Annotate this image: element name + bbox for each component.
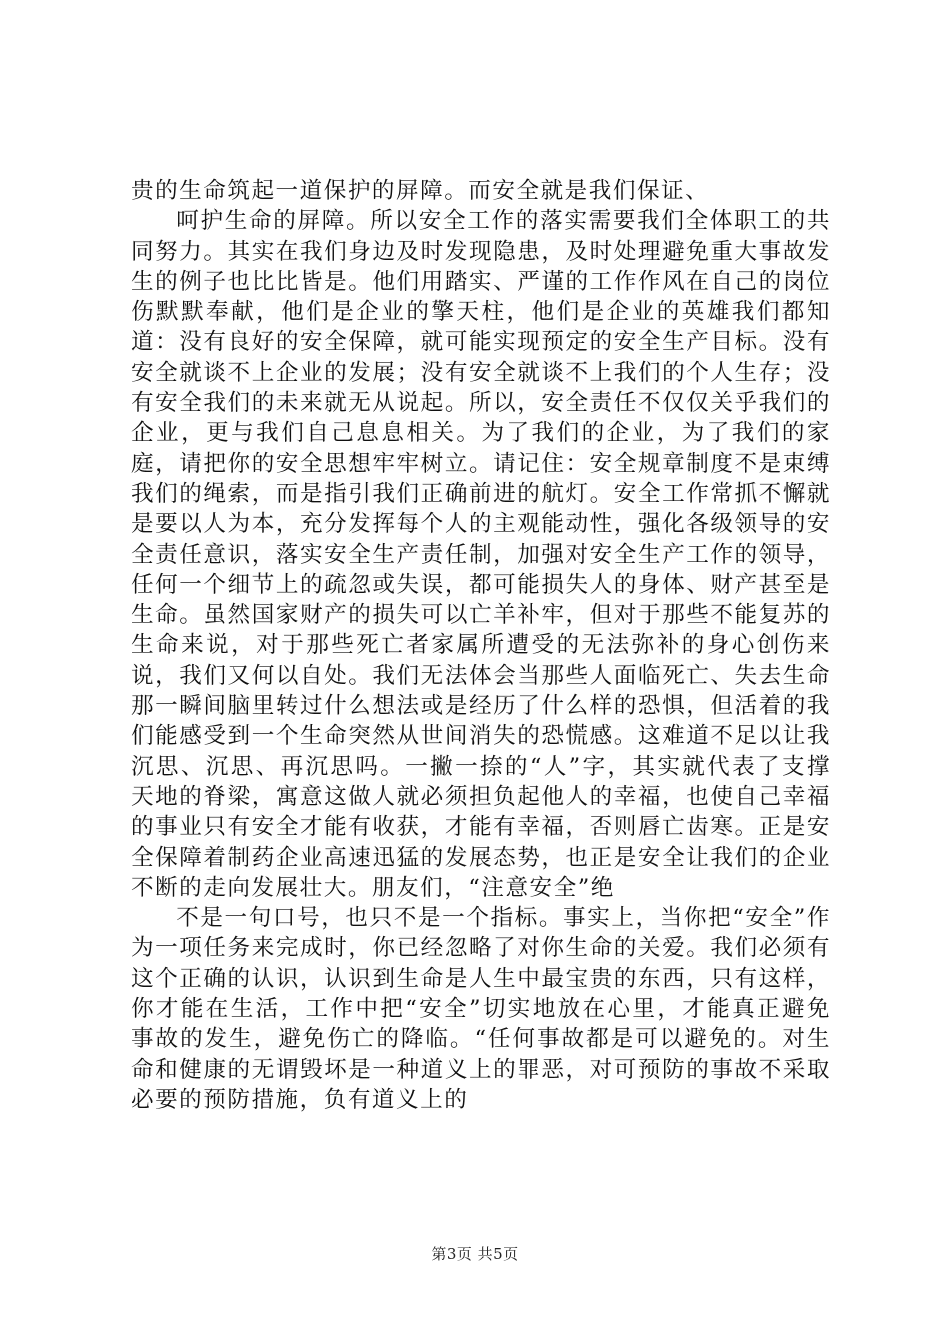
paragraph-1: 贵的生命筑起一道保护的屏障。而安全就是我们保证、 xyxy=(131,178,710,204)
document-body xyxy=(131,176,831,1115)
paragraph-2: 呵护生命的屏障。所以安全工作的落实需要我们全体职工的共同努力。其实在我们身边及时发现隐患，及时处理避免重大事故发生的例子也比比皆是。他们用踏实、严谨的工作作风在自己的岗位伤默默奉献，他们是企业的擎天柱，他们是企业的英雄我们都知道：没有良好的安全保障，就可能实现预定的安全生产目标。没有安全就谈不上企业的发展；没有安全就谈不上我们的个人生存；没有安全我们的未来就无从说起。所以，安全责任不仅仅关乎我们的企业，更与我们自己息息相关。为了我们的企业，为了我们的家庭，请把你的安全思想牢牢树立。请记住：安全规章制度不是束缚我们的绳索，而是指引我们正确前进的航灯。安全工作常抓不懈就是要以人为本，充分发挥每个人的主观能动性，强化各级领导的安全责任意识，落实安全生产责任制，加强对安全生产工作的领导，任何一个细节上的疏忽或失误，都可能损失人的身体、财产甚至是生命。虽然国家财产的损失可以亡羊补牢，但对于那些不能复苏的生命来说，对于那些死亡者家属所遭受的无法弥补的身心创伤来说，我们又何以自处。我们无法体会当那些人面临死亡、失去生命那一瞬间脑里转过什么想法或是经历了什么样的恐惧，但活着的我们能感受到一个生命突然从世间消失的恐慌感。这难道不足以让我沉思、沉思、再沉思吗。一撇一捺的“人”字，其实就代表了支撑天地的脊梁，寓意这做人就必须担负起他人的幸福，也使自己幸福的事业只有安全才能有收获，才能有幸福，否则唇亡齿寒。正是安全保障着制药企业高速迅猛的发展态势，也正是安全让我们的企业不断的走向发展壮大。朋友们，“注意安全”绝 xyxy=(131,208,831,901)
paragraph-3: 不是一句口号，也只不是一个指标。事实上，当你把“安全”作为一项任务来完成时，你已经忽略了对你生命的关爱。我们必须有这个正确的认识，认识到生命是人生中最宝贵的东西，只有这样，你才能在生活，工作中把“安全”切实地放在心里，才能真正避免事故的发生，避免伤亡的降临。“任何事故都是可以避免的。对生命和健康的无谓毁坏是一种道义上的罪恶，对可预防的事故不采取必要的预防措施，负有道义上的 xyxy=(131,905,831,1113)
page-footer: 第3页 共5页 xyxy=(431,1245,519,1263)
